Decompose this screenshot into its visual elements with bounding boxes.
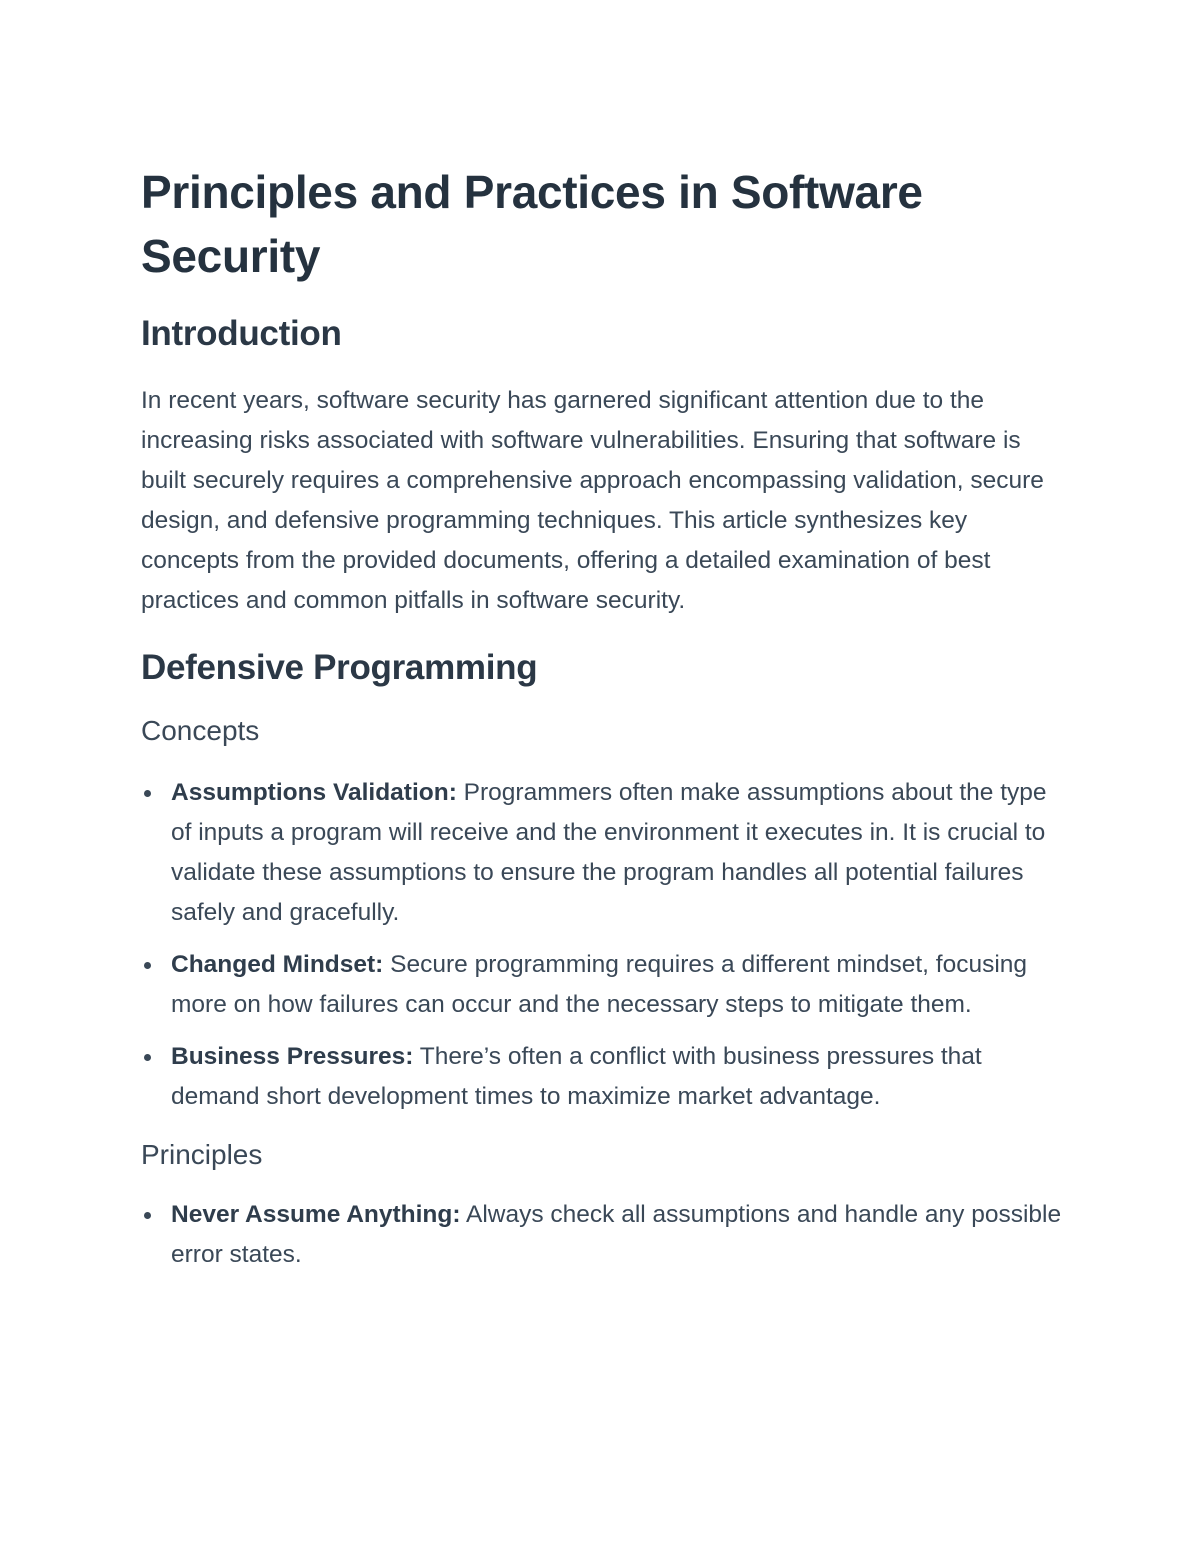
list-item-text: Secure programming requires a different mindset, focusing more on how failures can occur and the necessary steps to mitigate them. bbox=[171, 951, 1028, 1018]
list-item bbox=[141, 773, 1071, 933]
bullet-icon bbox=[144, 962, 151, 969]
list-item bbox=[141, 945, 1071, 1025]
principles-list bbox=[141, 1195, 1071, 1275]
list-item-term: Assumptions Validation: bbox=[171, 779, 457, 806]
document-page bbox=[141, 160, 1071, 1275]
bullet-icon bbox=[144, 790, 151, 797]
introduction-heading: Introduction bbox=[141, 314, 342, 353]
defensive-programming-heading: Defensive Programming bbox=[141, 648, 538, 687]
principles-heading: Principles bbox=[141, 1139, 263, 1170]
bullet-icon bbox=[144, 1212, 151, 1219]
list-item-text: Always check all assumptions and handle any possible error states. bbox=[171, 1201, 1062, 1268]
document-title: Principles and Practices in Software Security bbox=[141, 166, 923, 282]
list-item-term: Changed Mindset: bbox=[171, 951, 384, 978]
list-item-text: There’s often a conflict with business pressures that demand short development times to maximize market advantage. bbox=[171, 1043, 982, 1110]
list-item-text: Programmers often make assumptions about the type of inputs a program will receive and the environment it executes in. It is crucial to validate these assumptions to ensure the program handles all potential failures safely and gracefully. bbox=[171, 779, 1047, 926]
list-item-term: Business Pressures: bbox=[171, 1043, 414, 1070]
list-item-term: Never Assume Anything: bbox=[171, 1201, 461, 1228]
concepts-list bbox=[141, 773, 1071, 1117]
list-item bbox=[141, 1037, 1071, 1117]
list-item bbox=[141, 1195, 1071, 1275]
concepts-heading: Concepts bbox=[141, 715, 260, 746]
introduction-paragraph: In recent years, software security has garnered significant attention due to the increasing risks associated with software vulnerabilities. Ensuring that software is built securely requires a comprehensive approach encompassing validation, secure design, and defensive programming techniques. This article synthesizes key concepts from the provided documents, offering a detailed examination of best practices and common pitfalls in software security. bbox=[141, 387, 1044, 614]
bullet-icon bbox=[144, 1054, 151, 1061]
